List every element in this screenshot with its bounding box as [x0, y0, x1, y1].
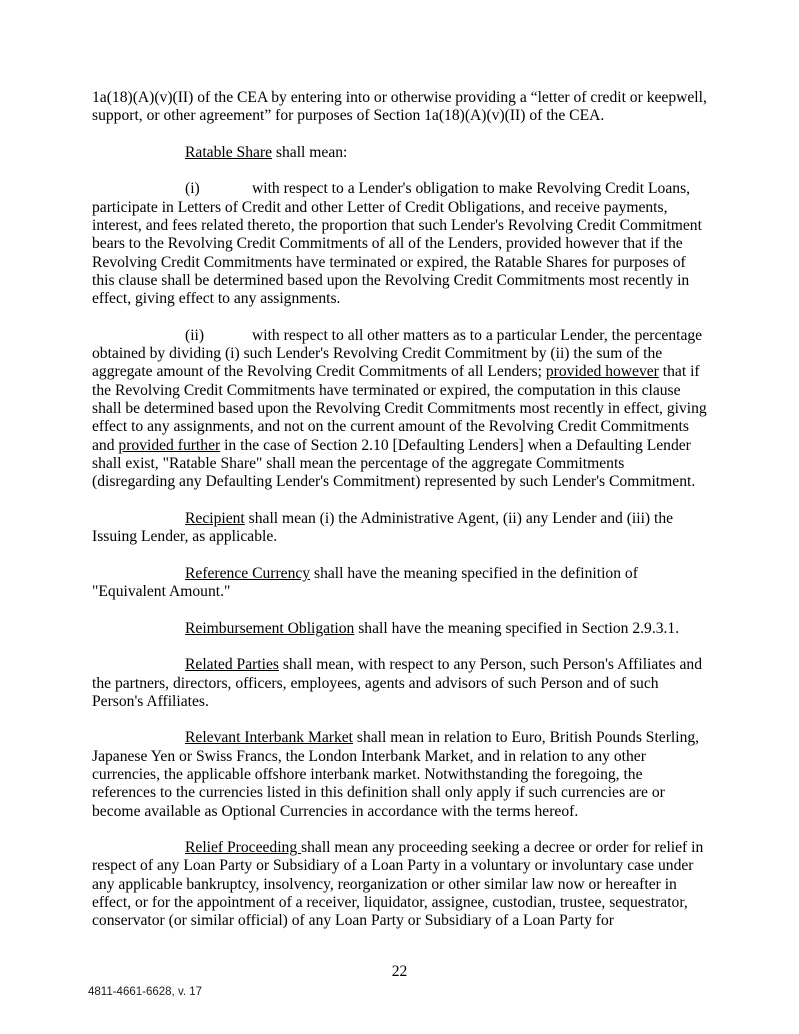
defined-term: Reimbursement Obligation: [185, 619, 355, 637]
paragraph-ratable-share-heading: [92, 144, 710, 162]
text-run: with respect to all other matters as to a particular Lender, the percentage obtained by dividing (i) such Lender's Revolving Credit Commitment by (ii) the sum of the aggregate amount of the Revolving Credit Commitments of all Lenders;: [92, 326, 703, 381]
defined-term: Ratable Share: [185, 143, 273, 161]
defined-term: Recipient: [185, 509, 245, 527]
text-run: shall have the meaning specified in Section 2.9.3.1.: [354, 619, 680, 637]
defined-term: Relevant Interbank Market: [185, 729, 353, 747]
paragraph-recipient: [92, 510, 710, 547]
clause-number: (i): [185, 180, 200, 198]
clause-number: (ii): [185, 326, 205, 344]
text-run: with respect to a Lender's obligation to make Revolving Credit Loans, participate in Letters of Credit and other Letter of Credit Obligations, and receive payments, interest, and fees related thereto, the proportion that such Lender's Revolving Credit Commitment bears to the Revolving Credit Commitments of all of the Lenders, provided however that if the Revolving Credit Commitments have terminated or expired, the Ratable Shares for purposes of this clause shall be determined based upon the Revolving Credit Commitments most recently in effect, giving effect to any assignments.: [92, 180, 702, 308]
text-run: shall mean (i) the Administrative Agent, (ii) any Lender and (iii) the Issuing Lender, as applicable.: [92, 509, 674, 546]
proviso-term: provided further: [118, 436, 221, 454]
defined-term: Reference Currency: [185, 564, 311, 582]
paragraph-relevant-interbank-market: [92, 729, 710, 820]
proviso-term: provided however: [545, 363, 659, 381]
paragraph-related-parties: [92, 656, 710, 711]
paragraph-relief-proceeding: [92, 839, 710, 930]
text-run: in the case of Section 2.10 [Defaulting Lenders] when a Defaulting Lender shall exist, "Ratable Share" shall mean the percentage of the aggregate Commitments (disregarding any Defaulting Lender's Commitment) represented by such Lender's Commitment.: [92, 436, 696, 491]
paragraph-reference-currency: [92, 565, 710, 602]
text-run: shall mean any proceeding seeking a decree or order for relief in respect of any Loan Party or Subsidiary of a Loan Party in a voluntary or involuntary case under any applicable bankruptcy, insolvency, reorganization or other similar law now or hereafter in effect, or for the appointment of a receiver, liquidator, assignee, custodian, trustee, sequestrator, conservator (or similar official) of any Loan Party or Subsidiary of a Loan Party for: [92, 839, 704, 930]
text-run: shall mean in relation to Euro, British Pounds Sterling, Japanese Yen or Swiss Francs, the London Interbank Market, and in relation to any other currencies, the applicable offshore interbank market. Notwithstanding the foregoing, the references to the currencies listed in this definition shall only apply if such currencies are or become available as Optional Currencies in accordance with the terms hereof.: [92, 729, 700, 820]
text-run: shall have the meaning specified in the definition of "Equivalent Amount.": [92, 564, 638, 601]
text-run: that if the Revolving Credit Commitments have terminated or expired, the computation in this clause shall be determined based upon the Revolving Credit Commitments most recently in effect, giving effect to any assignments, and not on the current amount of the Revolving Credit Commitments and: [92, 363, 707, 454]
paragraph-ratable-share-clause-ii: [92, 327, 710, 492]
paragraph-ratable-share-clause-i: [92, 180, 710, 308]
text-run: shall mean, with respect to any Person, such Person's Affiliates and the partners, directors, officers, employees, agents and advisors of such Person and of such Person's Affiliates.: [92, 656, 703, 710]
paragraph-reimbursement-obligation: [92, 620, 710, 638]
defined-term: Related Parties: [185, 656, 279, 674]
text-run: 1a(18)(A)(v)(II) of the CEA by entering into or otherwise providing a “letter of credit or keepwell, support, or other agreement” for purposes of Section 1a(18)(A)(v)(II) of the CEA.: [92, 89, 707, 125]
page-number: 22: [391, 963, 408, 980]
document-body: [92, 89, 710, 949]
text-run: shall mean:: [272, 143, 348, 161]
paragraph-cea-continuation: [92, 89, 710, 126]
document-id-stamp: 4811-4661-6628, v. 17: [88, 986, 203, 998]
defined-term: Relief Proceeding: [185, 839, 302, 857]
